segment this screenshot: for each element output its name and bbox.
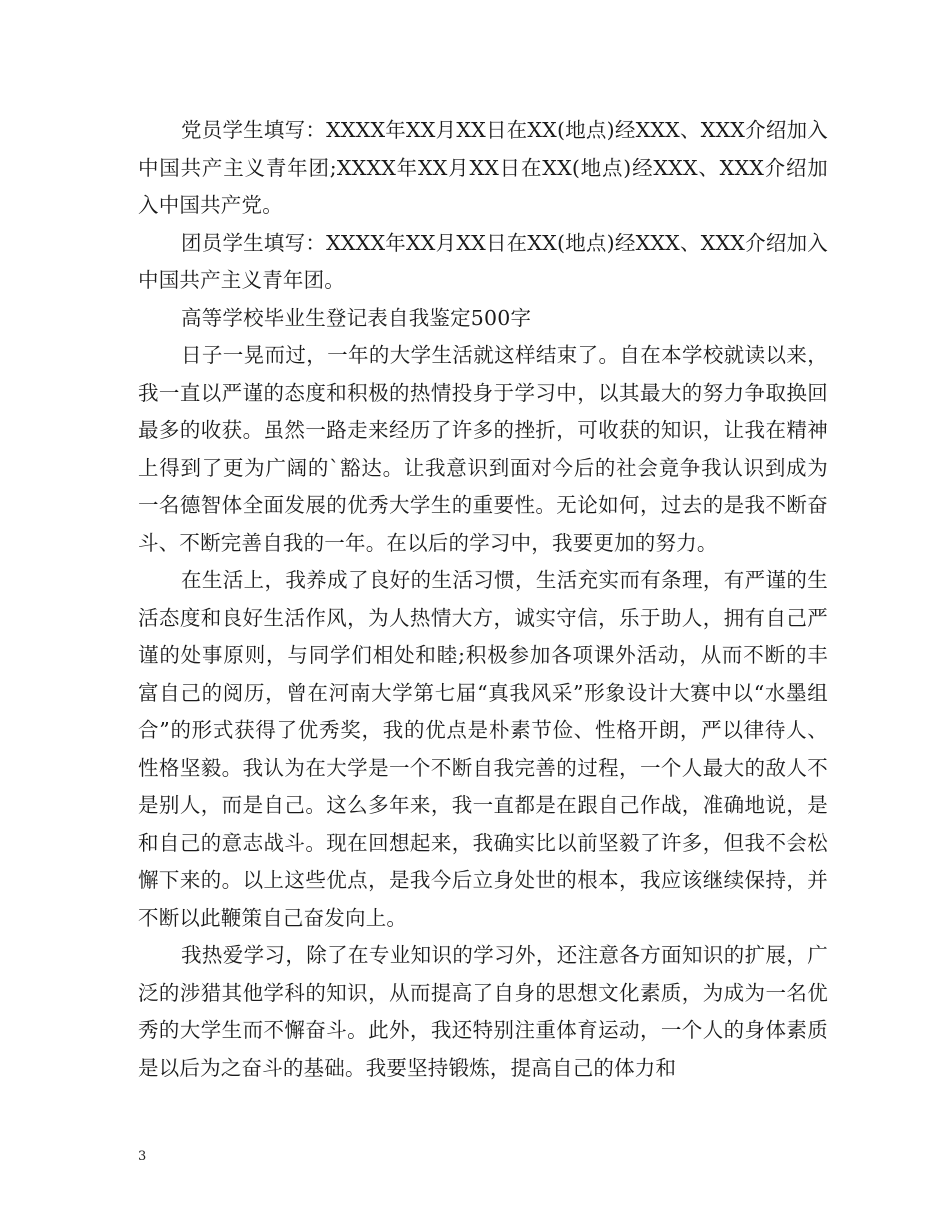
paragraph-league-member-instructions: 团员学生填写：XXXX年XX月XX日在XX(地点)经XXX、XXX介绍加入中国共产主义青年团。: [138, 230, 828, 292]
section-title: 高等学校毕业生登记表自我鉴定500字: [181, 305, 532, 330]
paragraph-party-member-instructions: 党员学生填写：XXXX年XX月XX日在XX(地点)经XXX、XXX介绍加入中国共产主义青年团;XXXX年XX月XX日在XX(地点)经XXX、XXX介绍加入中国共产党。: [138, 118, 828, 217]
paragraph-learning-summary: 我热爱学习，除了在专业知识的学习外，还注意各方面知识的扩展，广泛的涉猎其他学科的知识，从而提高了自身的思想文化素质，为成为一名优秀的大学生而不懈奋斗。此外，我还特别注重体育运动，一个人的身体素质是以后为之奋斗的基础。我要坚持锻炼，提高自己的体力和: [138, 943, 828, 1080]
document-body: [138, 112, 828, 1087]
page-number: 3: [138, 1149, 147, 1164]
paragraph-life-summary: 在生活上，我养成了良好的生活习惯，生活充实而有条理，有严谨的生活态度和良好生活作风，为人热情大方，诚实守信，乐于助人，拥有自己严谨的处事原则，与同学们相处和睦;积极参加各项课外活动，从而不断的丰富自己的阅历，曾在河南大学第七届“真我风采”形象设计大赛中以“水墨组合”的形式获得了优秀奖，我的优点是朴素节俭、性格开朗，严以律待人、性格坚毅。我认为在大学是一个不断自我完善的过程，一个人最大的敌人不是别人，而是自己。这么多年来，我一直都是在跟自己作战，准确地说，是和自己的意志战斗。现在回想起来，我确实比以前坚毅了许多，但我不会松懈下来的。以上这些优点，是我今后立身处世的根本，我应该继续保持，并不断以此鞭策自己奋发向上。: [138, 568, 828, 930]
paragraph-study-summary: 日子一晃而过，一年的大学生活就这样结束了。自在本学校就读以来，我一直以严谨的态度和积极的热情投身于学习中，以其最大的努力争取换回最多的收获。虽然一路走来经历了许多的挫折，可收获的知识，让我在精神上得到了更为广阔的`豁达。让我意识到面对今后的社会竟争我认识到成为一名德智体全面发展的优秀大学生的重要性。无论如何，过去的是我不断奋斗、不断完善自我的一年。在以后的学习中，我要更加的努力。: [138, 343, 828, 555]
